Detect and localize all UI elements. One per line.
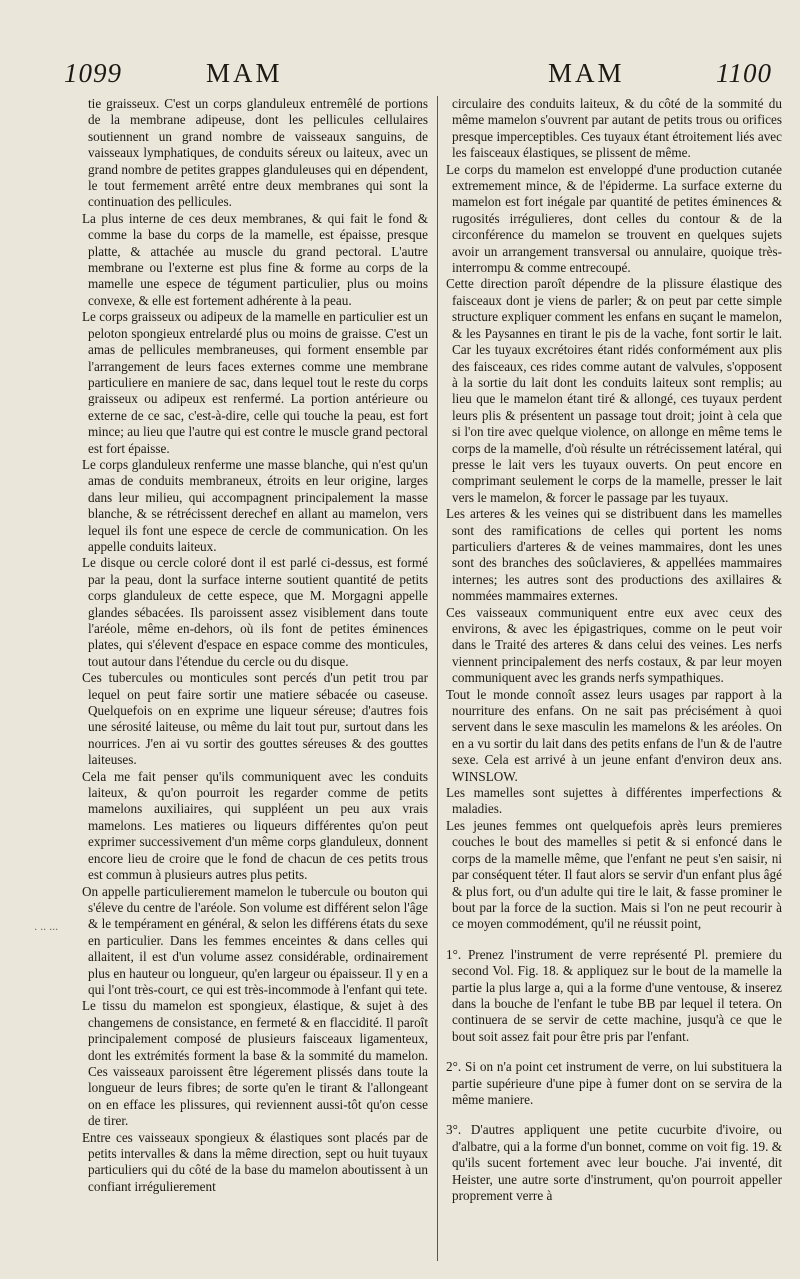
- paragraph: tie graisseux. C'est un corps glanduleux entremêlé de portions de la membrane adipeuse, dont les pellicules cellulaires soutiennent un grand nombre de vaisseaux sanguins, de vaisseaux lymphatiques, de conduits séreux ou laiteux, avec un grand nombre de petites grappes glanduleuses qui en dépendent, le tout fermement arrêté entre deux membranes qui sont la continuation des pellicules.: [88, 96, 428, 210]
- paragraph: Le disque ou cercle coloré dont il est parlé ci-dessus, est formé par la peau, dont la surface interne soutient quantité de petits corps glanduleux de cette espece, que M. Morgagni appelle glandes sébacées. Ils paroissent assez visiblement dans toute l'aréole, même en-dehors, où ils font de petites éminences plates, qui s'élevent d'espace en espace comme des monticules, tout autour dans l'étendue du cercle ou du disque.: [82, 555, 428, 669]
- paragraph: Le corps graisseux ou adipeux de la mamelle en particulier est un peloton spongieux entrelardé plus ou moins de graisse. C'est un amas de pellicules membraneuses, qui forment ensemble par l'arrangement de leurs faces externes comme une membrane particuliere en maniere de sac, dans lequel tout le reste du corps graisseux ou adipeux est renfermé. La portion antérieure ou externe de ce sac, c'est-à-dire, celle qui touche la peau, est fort mince; au lieu que l'autre qui est contre le muscle grand pectoral est fort épaisse.: [82, 309, 428, 456]
- paragraph: Les jeunes femmes ont quelquefois après leurs premieres couches le bout des mamelles si petit & si enfoncé dans le corps de la mamelle même, que l'enfant ne peut s'en saisir, ni par conséquent téter. Il faut alors se servir d'un enfant plus âgé & plus fort, ou d'un adulte qui tire le lait, & fasse prominer le bout par la force de la suction. Mais si l'on ne peut recourir à ce moyen commodément, qu'il ne réussit point,: [446, 817, 782, 932]
- column-divider: [437, 96, 438, 1261]
- paragraph: La plus interne de ces deux membranes, & qui fait le fond & comme la base du corps de la mamelle, est épaisse, presque platte, & attachée au muscle du grand pectoral. L'autre membrane ou l'externe est plus fine & forme au corps de la mamelle une espece de tégument particulier, plus ou moins convexe, & elle est fortement adhérente à la peau.: [82, 210, 428, 308]
- left-column: [82, 96, 428, 1195]
- paragraph: Entre ces vaisseaux spongieux & élastiques sont placés par de petits intervalles & dans la même direction, sept ou huit tuyaux particuliers qui du côté de la base du mamelon aboutissent à un confiant irrégulierement: [82, 1129, 428, 1194]
- paragraph: Les arteres & les veines qui se distribuent dans les mamelles sont des ramifications de celles qui portent les noms particuliers d'arteres & de veines mammaires, dont les unes sont des branches des soûclavieres, & appellées mammaires internes; les autres sont des productions des axillaires & nommées mammaires externes.: [446, 506, 782, 604]
- paragraph: On appelle particulierement mamelon le tubercule ou bouton qui s'éleve du centre de l'aréole. Son volume est différent selon l'âge & le tempérament en général, & selon les différens états du sexe en particulier. Dans les femmes enceintes & dans celles qui allaitent, il est d'un volume assez considérable, ordinairement plus en hauteur ou longueur, qu'en largeur ou épaisseur. Il y en a qui l'ont très-court, ce qui est très-incommode à l'enfant qui tete.: [82, 883, 428, 997]
- paragraph: Ces tubercules ou monticules sont percés d'un petit trou par lequel on peut faire sortir une matiere sébacée ou caseuse. Quelquefois on en exprime une liqueur séreuse; d'autres fois une sérosité laiteuse, ou même du lait tout pur, surtout dans les nourrices. J'en ai vu sortir des gouttes séreuses & des gouttes laiteuses.: [82, 670, 428, 768]
- numbered-paragraph: 2°. Si on n'a point cet instrument de verre, on lui substituera la partie supérieure d'une pipe à fumer dont on se servira de la même maniere.: [446, 1059, 782, 1107]
- right-catchword: MAM: [548, 58, 625, 88]
- margin-mark: · ·· ···: [34, 922, 58, 936]
- numbered-paragraph: 1°. Prenez l'instrument de verre représenté Pl. premiere du second Vol. Fig. 18. & appliquez sur le bout de la mamelle la partie la plus large a, qui a la forme d'une ventouse, & inserez dans la bouche de l'enfant le tube BB par lequel il tetera. On continuera de se servir de cette machine, jusqu'à ce que le bout soit assez fait pour être pris par l'enfant.: [446, 946, 782, 1044]
- paragraph: Cette direction paroît dépendre de la plissure élastique des faisceaux dont je viens de parler; & on peut par cette simple structure expliquer comment les enfans en suçant le mamelon, & les Paysannes en tirant le pis de la vache, font sortir le lait. Car les tuyaux excrétoires étant ridés conformément aux plis des faisceaux, ces rides comme autant de valvules, s'opposent à la sortie du lait dont les conduits laiteux sont remplis; au lieu que le mamelon étant tiré & allongé, ces tuyaux perdent leurs plis & présentent un passage tout droit; joint à cela que si l'on tire avec quelque violence, on allonge en même tems le corps de la mamelle, d'où résulte un rétrécissement latéral, qui presse le lait vers les tuyaux ouverts. On peut encore en comprimant seulement le corps de la mamelle, presser le lait vers le mamelon, & forcer le passage par les tuyaux.: [446, 276, 782, 505]
- paragraph: Le tissu du mamelon est spongieux, élastique, & sujet à des changemens de consistance, en fermeté & en flaccidité. Il paroît principalement composé de plusieurs faisceaux ligamenteux, dont les extrémités forment la base & la sommité du mamelon. Ces vaisseaux paroissent être légerement plissés dans toute la longueur de leurs fibres; de sorte qu'en le tirant & l'allongeant on en efface les plissures, qui reviennent aussi-tôt qu'on cesse de tirer.: [82, 998, 428, 1129]
- left-catchword: MAM: [206, 58, 283, 88]
- paragraph: Tout le monde connoît assez leurs usages par rapport à la nourriture des enfans. On ne sait pas précisément à quoi servent dans le sexe masculin les mamelons & les aréoles. On en a vu sortir du lait dans des petits enfans de l'un & de l'autre sexe. Cela est arrivé à un jeune enfant d'environ deux ans. WINSLOW.: [446, 686, 782, 784]
- paragraph: Cela me fait penser qu'ils communiquent avec les conduits laiteux, & qu'on pourroit les regarder comme de petits mamelons auxiliaires, qui suppléent un peu aux vrais mamelons. Les matieres ou liqueurs différentes qu'on peut exprimer successivement d'un même corps glanduleux, donnent encore lieu de croire que le fond de chacun de ces petits trous est commun à plusieurs autres plus petits.: [82, 768, 428, 883]
- paragraph: Le corps du mamelon est enveloppé d'une production cutanée extremement mince, & de l'épiderme. La surface externe du mamelon est fort inégale par quantité de petites éminences & rugosités irrégulieres, dont celles du contour & de la circonférence du mamelon se trouvent en quelques sujets avoir un arrangement transversal ou annulaire, quoique très-interrompu & comme entrecoupé.: [446, 161, 782, 276]
- left-page-number: 1099: [64, 58, 122, 88]
- running-header: [0, 58, 800, 96]
- right-column: [446, 96, 782, 1204]
- paragraph: circulaire des conduits laiteux, & du côté de la sommité du même mamelon s'ouvrent par autant de petits trous ou orifices presque imperceptibles. Ces tuyaux étant étroitement liés avec les faisceaux élastiques, se plissent de même.: [452, 96, 782, 161]
- right-page-number: 1100: [716, 58, 772, 88]
- paragraph: Les mamelles sont sujettes à différentes imperfections & maladies.: [446, 785, 782, 817]
- paragraph: Le corps glanduleux renferme une masse blanche, qui n'est qu'un amas de conduits membraneux, étroits en leur origine, larges dans leur milieu, qui accompagnent principalement la masse blanche, & se rétrécissent derechef en allant au mamelon, vers lequel ils font une espece de cercle de communication. On les appelle conduits laiteux.: [82, 456, 428, 554]
- paragraph: Ces vaisseaux communiquent entre eux avec ceux des environs, & avec les épigastriques, comme on le peut voir dans le Traité des arteres & dans celui des veines. Les nerfs viennent principalement des nerfs costaux, & par leur moyen communiquent avec les grands nerfs sympathiques.: [446, 604, 782, 686]
- numbered-paragraph: 3°. D'autres appliquent une petite cucurbite d'ivoire, ou d'albatre, qui a la forme d'un bonnet, comme on voit fig. 19. & qu'ils sucent fortement avec leur bouche. J'ai inventé, dit Heister, une autre sorte d'instrument, qu'on pourroit appeller proprement verre à: [446, 1122, 782, 1203]
